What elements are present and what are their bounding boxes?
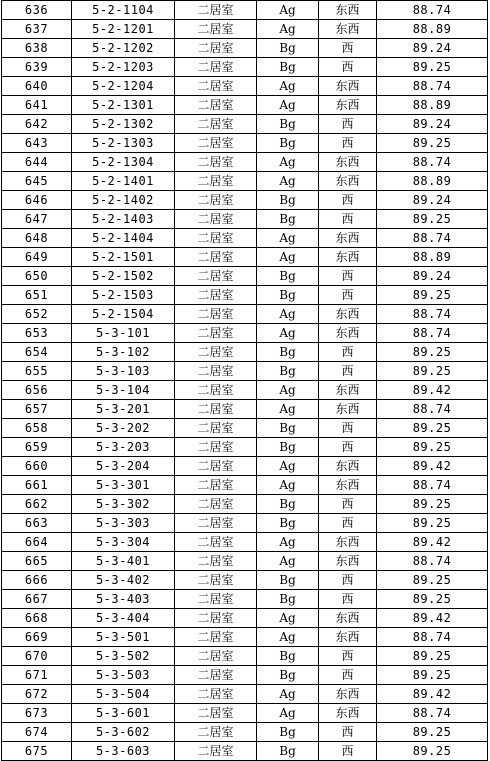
orientation-cell: 西: [319, 666, 377, 685]
table-row: [2, 153, 488, 172]
area-cell: 89.25: [377, 343, 488, 362]
room-number-cell: 5-3-403: [72, 590, 175, 609]
orientation-cell: 西: [319, 590, 377, 609]
room-type-cell: 二居室: [175, 115, 257, 134]
room-number-cell: 5-3-103: [72, 362, 175, 381]
unit-type-cell: Bg: [257, 267, 319, 286]
room-number-cell: 5-2-1201: [72, 20, 175, 39]
orientation-cell: 西: [319, 286, 377, 305]
room-number-cell: 5-2-1504: [72, 305, 175, 324]
unit-type-cell: Bg: [257, 571, 319, 590]
unit-type-cell: Bg: [257, 590, 319, 609]
room-number-cell: 5-3-303: [72, 514, 175, 533]
orientation-cell: 东西: [319, 248, 377, 267]
table-row: [2, 305, 488, 324]
room-type-cell: 二居室: [175, 723, 257, 742]
unit-type-cell: Ag: [257, 476, 319, 495]
room-number-cell: 5-3-502: [72, 647, 175, 666]
unit-type-cell: Ag: [257, 229, 319, 248]
room-number-cell: 5-3-504: [72, 685, 175, 704]
area-cell: 89.24: [377, 39, 488, 58]
row-number-cell: 649: [2, 248, 72, 267]
table-row: [2, 400, 488, 419]
room-type-cell: 二居室: [175, 58, 257, 77]
row-number-cell: 647: [2, 210, 72, 229]
row-number-cell: 643: [2, 134, 72, 153]
room-number-cell: 5-2-1404: [72, 229, 175, 248]
table-row: [2, 1, 488, 20]
room-type-cell: 二居室: [175, 628, 257, 647]
row-number-cell: 637: [2, 20, 72, 39]
table-row: [2, 666, 488, 685]
table-row: [2, 172, 488, 191]
unit-type-cell: Ag: [257, 96, 319, 115]
unit-type-cell: Ag: [257, 685, 319, 704]
unit-type-cell: Ag: [257, 20, 319, 39]
unit-type-cell: Bg: [257, 723, 319, 742]
room-type-cell: 二居室: [175, 438, 257, 457]
unit-type-cell: Bg: [257, 210, 319, 229]
area-cell: 89.25: [377, 723, 488, 742]
orientation-cell: 西: [319, 438, 377, 457]
table-row: [2, 20, 488, 39]
orientation-cell: 东西: [319, 1, 377, 20]
unit-type-cell: Bg: [257, 39, 319, 58]
row-number-cell: 675: [2, 742, 72, 761]
area-cell: 88.89: [377, 248, 488, 267]
row-number-cell: 653: [2, 324, 72, 343]
orientation-cell: 西: [319, 742, 377, 761]
area-cell: 89.42: [377, 381, 488, 400]
unit-type-cell: Ag: [257, 628, 319, 647]
row-number-cell: 674: [2, 723, 72, 742]
room-number-cell: 5-2-1501: [72, 248, 175, 267]
room-number-cell: 5-3-202: [72, 419, 175, 438]
orientation-cell: 西: [319, 210, 377, 229]
row-number-cell: 636: [2, 1, 72, 20]
room-number-cell: 5-3-204: [72, 457, 175, 476]
table-row: [2, 590, 488, 609]
room-number-cell: 5-3-302: [72, 495, 175, 514]
room-type-cell: 二居室: [175, 248, 257, 267]
orientation-cell: 东西: [319, 96, 377, 115]
unit-type-cell: Bg: [257, 514, 319, 533]
room-number-cell: 5-3-203: [72, 438, 175, 457]
orientation-cell: 东西: [319, 476, 377, 495]
unit-type-cell: Ag: [257, 704, 319, 723]
area-cell: 89.42: [377, 609, 488, 628]
orientation-cell: 东西: [319, 324, 377, 343]
unit-type-cell: Ag: [257, 400, 319, 419]
row-number-cell: 642: [2, 115, 72, 134]
orientation-cell: 西: [319, 343, 377, 362]
unit-type-cell: Ag: [257, 609, 319, 628]
area-cell: 89.25: [377, 210, 488, 229]
area-cell: 89.42: [377, 457, 488, 476]
area-cell: 89.25: [377, 438, 488, 457]
table-row: [2, 229, 488, 248]
unit-type-cell: Bg: [257, 742, 319, 761]
room-number-cell: 5-3-101: [72, 324, 175, 343]
room-type-cell: 二居室: [175, 400, 257, 419]
area-cell: 89.25: [377, 419, 488, 438]
area-cell: 89.25: [377, 495, 488, 514]
room-number-cell: 5-3-603: [72, 742, 175, 761]
row-number-cell: 654: [2, 343, 72, 362]
table-row: [2, 457, 488, 476]
table-row: [2, 77, 488, 96]
table-row: [2, 495, 488, 514]
room-type-cell: 二居室: [175, 39, 257, 58]
row-number-cell: 667: [2, 590, 72, 609]
unit-type-cell: Bg: [257, 647, 319, 666]
orientation-cell: 东西: [319, 628, 377, 647]
room-number-cell: 5-3-404: [72, 609, 175, 628]
unit-type-cell: Bg: [257, 362, 319, 381]
table-row: [2, 286, 488, 305]
unit-type-cell: Bg: [257, 58, 319, 77]
unit-type-cell: Ag: [257, 381, 319, 400]
orientation-cell: 东西: [319, 533, 377, 552]
room-type-cell: 二居室: [175, 419, 257, 438]
orientation-cell: 西: [319, 495, 377, 514]
table-row: [2, 514, 488, 533]
area-cell: 89.24: [377, 267, 488, 286]
orientation-cell: 东西: [319, 552, 377, 571]
area-cell: 88.74: [377, 324, 488, 343]
area-cell: 89.42: [377, 533, 488, 552]
room-type-cell: 二居室: [175, 647, 257, 666]
room-type-cell: 二居室: [175, 172, 257, 191]
room-type-cell: 二居室: [175, 571, 257, 590]
row-number-cell: 657: [2, 400, 72, 419]
room-number-cell: 5-2-1202: [72, 39, 175, 58]
room-type-cell: 二居室: [175, 1, 257, 20]
unit-type-cell: Ag: [257, 1, 319, 20]
table-row: [2, 96, 488, 115]
room-type-cell: 二居室: [175, 666, 257, 685]
room-number-cell: 5-2-1104: [72, 1, 175, 20]
unit-type-cell: Bg: [257, 191, 319, 210]
orientation-cell: 西: [319, 514, 377, 533]
room-number-cell: 5-3-102: [72, 343, 175, 362]
row-number-cell: 640: [2, 77, 72, 96]
area-cell: 88.74: [377, 77, 488, 96]
unit-type-cell: Ag: [257, 172, 319, 191]
room-type-cell: 二居室: [175, 20, 257, 39]
area-cell: 88.74: [377, 1, 488, 20]
table-row: [2, 609, 488, 628]
room-type-cell: 二居室: [175, 267, 257, 286]
room-number-cell: 5-3-304: [72, 533, 175, 552]
room-type-cell: 二居室: [175, 742, 257, 761]
unit-type-cell: Ag: [257, 248, 319, 267]
table-row: [2, 647, 488, 666]
table-row: [2, 267, 488, 286]
orientation-cell: 东西: [319, 153, 377, 172]
orientation-cell: 西: [319, 58, 377, 77]
room-type-cell: 二居室: [175, 343, 257, 362]
orientation-cell: 东西: [319, 77, 377, 96]
area-cell: 89.25: [377, 590, 488, 609]
orientation-cell: 西: [319, 723, 377, 742]
unit-type-cell: Ag: [257, 305, 319, 324]
row-number-cell: 669: [2, 628, 72, 647]
room-type-cell: 二居室: [175, 153, 257, 172]
room-type-cell: 二居室: [175, 191, 257, 210]
orientation-cell: 东西: [319, 685, 377, 704]
room-number-cell: 5-3-104: [72, 381, 175, 400]
unit-type-cell: Bg: [257, 419, 319, 438]
orientation-cell: 西: [319, 362, 377, 381]
area-cell: 88.89: [377, 20, 488, 39]
table-row: [2, 324, 488, 343]
unit-type-cell: Ag: [257, 457, 319, 476]
row-number-cell: 644: [2, 153, 72, 172]
room-type-cell: 二居室: [175, 552, 257, 571]
row-number-cell: 663: [2, 514, 72, 533]
table-row: [2, 438, 488, 457]
area-cell: 88.89: [377, 172, 488, 191]
room-number-cell: 5-3-201: [72, 400, 175, 419]
room-type-cell: 二居室: [175, 210, 257, 229]
room-table-body: [2, 1, 488, 761]
room-type-cell: 二居室: [175, 324, 257, 343]
room-number-cell: 5-2-1302: [72, 115, 175, 134]
row-number-cell: 672: [2, 685, 72, 704]
area-cell: 89.24: [377, 115, 488, 134]
row-number-cell: 662: [2, 495, 72, 514]
room-number-cell: 5-3-401: [72, 552, 175, 571]
row-number-cell: 665: [2, 552, 72, 571]
orientation-cell: 东西: [319, 381, 377, 400]
room-type-cell: 二居室: [175, 514, 257, 533]
row-number-cell: 670: [2, 647, 72, 666]
orientation-cell: 东西: [319, 305, 377, 324]
room-type-cell: 二居室: [175, 134, 257, 153]
area-cell: 89.24: [377, 191, 488, 210]
row-number-cell: 656: [2, 381, 72, 400]
room-number-cell: 5-2-1403: [72, 210, 175, 229]
unit-type-cell: Ag: [257, 153, 319, 172]
orientation-cell: 西: [319, 647, 377, 666]
room-type-cell: 二居室: [175, 495, 257, 514]
room-number-cell: 5-2-1204: [72, 77, 175, 96]
area-cell: 88.74: [377, 229, 488, 248]
unit-type-cell: Bg: [257, 134, 319, 153]
unit-type-cell: Bg: [257, 343, 319, 362]
row-number-cell: 660: [2, 457, 72, 476]
table-row: [2, 362, 488, 381]
row-number-cell: 650: [2, 267, 72, 286]
table-row: [2, 476, 488, 495]
room-type-cell: 二居室: [175, 96, 257, 115]
room-type-cell: 二居室: [175, 305, 257, 324]
room-type-cell: 二居室: [175, 362, 257, 381]
room-type-cell: 二居室: [175, 286, 257, 305]
room-number-cell: 5-2-1401: [72, 172, 175, 191]
room-type-cell: 二居室: [175, 609, 257, 628]
table-row: [2, 723, 488, 742]
room-number-cell: 5-2-1503: [72, 286, 175, 305]
room-type-cell: 二居室: [175, 77, 257, 96]
orientation-cell: 西: [319, 191, 377, 210]
room-number-cell: 5-2-1301: [72, 96, 175, 115]
orientation-cell: 东西: [319, 20, 377, 39]
room-number-cell: 5-3-301: [72, 476, 175, 495]
room-number-cell: 5-3-501: [72, 628, 175, 647]
orientation-cell: 东西: [319, 609, 377, 628]
table-row: [2, 191, 488, 210]
unit-type-cell: Bg: [257, 115, 319, 134]
room-type-cell: 二居室: [175, 685, 257, 704]
unit-type-cell: Bg: [257, 495, 319, 514]
room-type-cell: 二居室: [175, 704, 257, 723]
row-number-cell: 666: [2, 571, 72, 590]
room-table: [1, 0, 488, 761]
table-row: [2, 58, 488, 77]
area-cell: 88.89: [377, 96, 488, 115]
area-cell: 89.25: [377, 571, 488, 590]
room-number-cell: 5-2-1303: [72, 134, 175, 153]
table-row: [2, 248, 488, 267]
area-cell: 89.25: [377, 286, 488, 305]
room-number-cell: 5-3-602: [72, 723, 175, 742]
unit-type-cell: Bg: [257, 438, 319, 457]
area-cell: 89.25: [377, 58, 488, 77]
area-cell: 88.74: [377, 704, 488, 723]
area-cell: 89.25: [377, 514, 488, 533]
table-row: [2, 628, 488, 647]
table-row: [2, 343, 488, 362]
table-row: [2, 685, 488, 704]
room-number-cell: 5-2-1402: [72, 191, 175, 210]
orientation-cell: 东西: [319, 704, 377, 723]
row-number-cell: 645: [2, 172, 72, 191]
row-number-cell: 655: [2, 362, 72, 381]
area-cell: 88.74: [377, 400, 488, 419]
room-type-cell: 二居室: [175, 229, 257, 248]
orientation-cell: 西: [319, 115, 377, 134]
room-number-cell: 5-3-601: [72, 704, 175, 723]
row-number-cell: 648: [2, 229, 72, 248]
table-row: [2, 115, 488, 134]
orientation-cell: 西: [319, 134, 377, 153]
orientation-cell: 东西: [319, 400, 377, 419]
orientation-cell: 西: [319, 571, 377, 590]
unit-type-cell: Ag: [257, 77, 319, 96]
area-cell: 89.25: [377, 666, 488, 685]
table-row: [2, 381, 488, 400]
table-row: [2, 533, 488, 552]
table-row: [2, 419, 488, 438]
row-number-cell: 661: [2, 476, 72, 495]
room-type-cell: 二居室: [175, 381, 257, 400]
table-row: [2, 552, 488, 571]
unit-type-cell: Ag: [257, 324, 319, 343]
area-cell: 88.74: [377, 552, 488, 571]
room-number-cell: 5-3-503: [72, 666, 175, 685]
room-number-cell: 5-2-1502: [72, 267, 175, 286]
row-number-cell: 651: [2, 286, 72, 305]
row-number-cell: 664: [2, 533, 72, 552]
room-type-cell: 二居室: [175, 476, 257, 495]
unit-type-cell: Bg: [257, 666, 319, 685]
area-cell: 88.74: [377, 628, 488, 647]
area-cell: 89.25: [377, 362, 488, 381]
orientation-cell: 西: [319, 267, 377, 286]
room-number-cell: 5-2-1203: [72, 58, 175, 77]
orientation-cell: 西: [319, 419, 377, 438]
area-cell: 88.74: [377, 305, 488, 324]
table-row: [2, 134, 488, 153]
area-cell: 89.42: [377, 685, 488, 704]
orientation-cell: 东西: [319, 229, 377, 248]
row-number-cell: 671: [2, 666, 72, 685]
room-type-cell: 二居室: [175, 533, 257, 552]
area-cell: 88.74: [377, 153, 488, 172]
unit-type-cell: Ag: [257, 552, 319, 571]
row-number-cell: 646: [2, 191, 72, 210]
room-number-cell: 5-2-1304: [72, 153, 175, 172]
orientation-cell: 西: [319, 39, 377, 58]
room-type-cell: 二居室: [175, 457, 257, 476]
row-number-cell: 652: [2, 305, 72, 324]
row-number-cell: 638: [2, 39, 72, 58]
row-number-cell: 641: [2, 96, 72, 115]
unit-type-cell: Ag: [257, 533, 319, 552]
area-cell: 88.74: [377, 476, 488, 495]
room-type-cell: 二居室: [175, 590, 257, 609]
table-row: [2, 704, 488, 723]
row-number-cell: 639: [2, 58, 72, 77]
row-number-cell: 668: [2, 609, 72, 628]
area-cell: 89.25: [377, 647, 488, 666]
table-row: [2, 571, 488, 590]
unit-type-cell: Bg: [257, 286, 319, 305]
orientation-cell: 东西: [319, 172, 377, 191]
row-number-cell: 659: [2, 438, 72, 457]
row-number-cell: 658: [2, 419, 72, 438]
area-cell: 89.25: [377, 742, 488, 761]
table-row: [2, 39, 488, 58]
row-number-cell: 673: [2, 704, 72, 723]
room-number-cell: 5-3-402: [72, 571, 175, 590]
table-row: [2, 210, 488, 229]
area-cell: 89.25: [377, 134, 488, 153]
orientation-cell: 东西: [319, 457, 377, 476]
